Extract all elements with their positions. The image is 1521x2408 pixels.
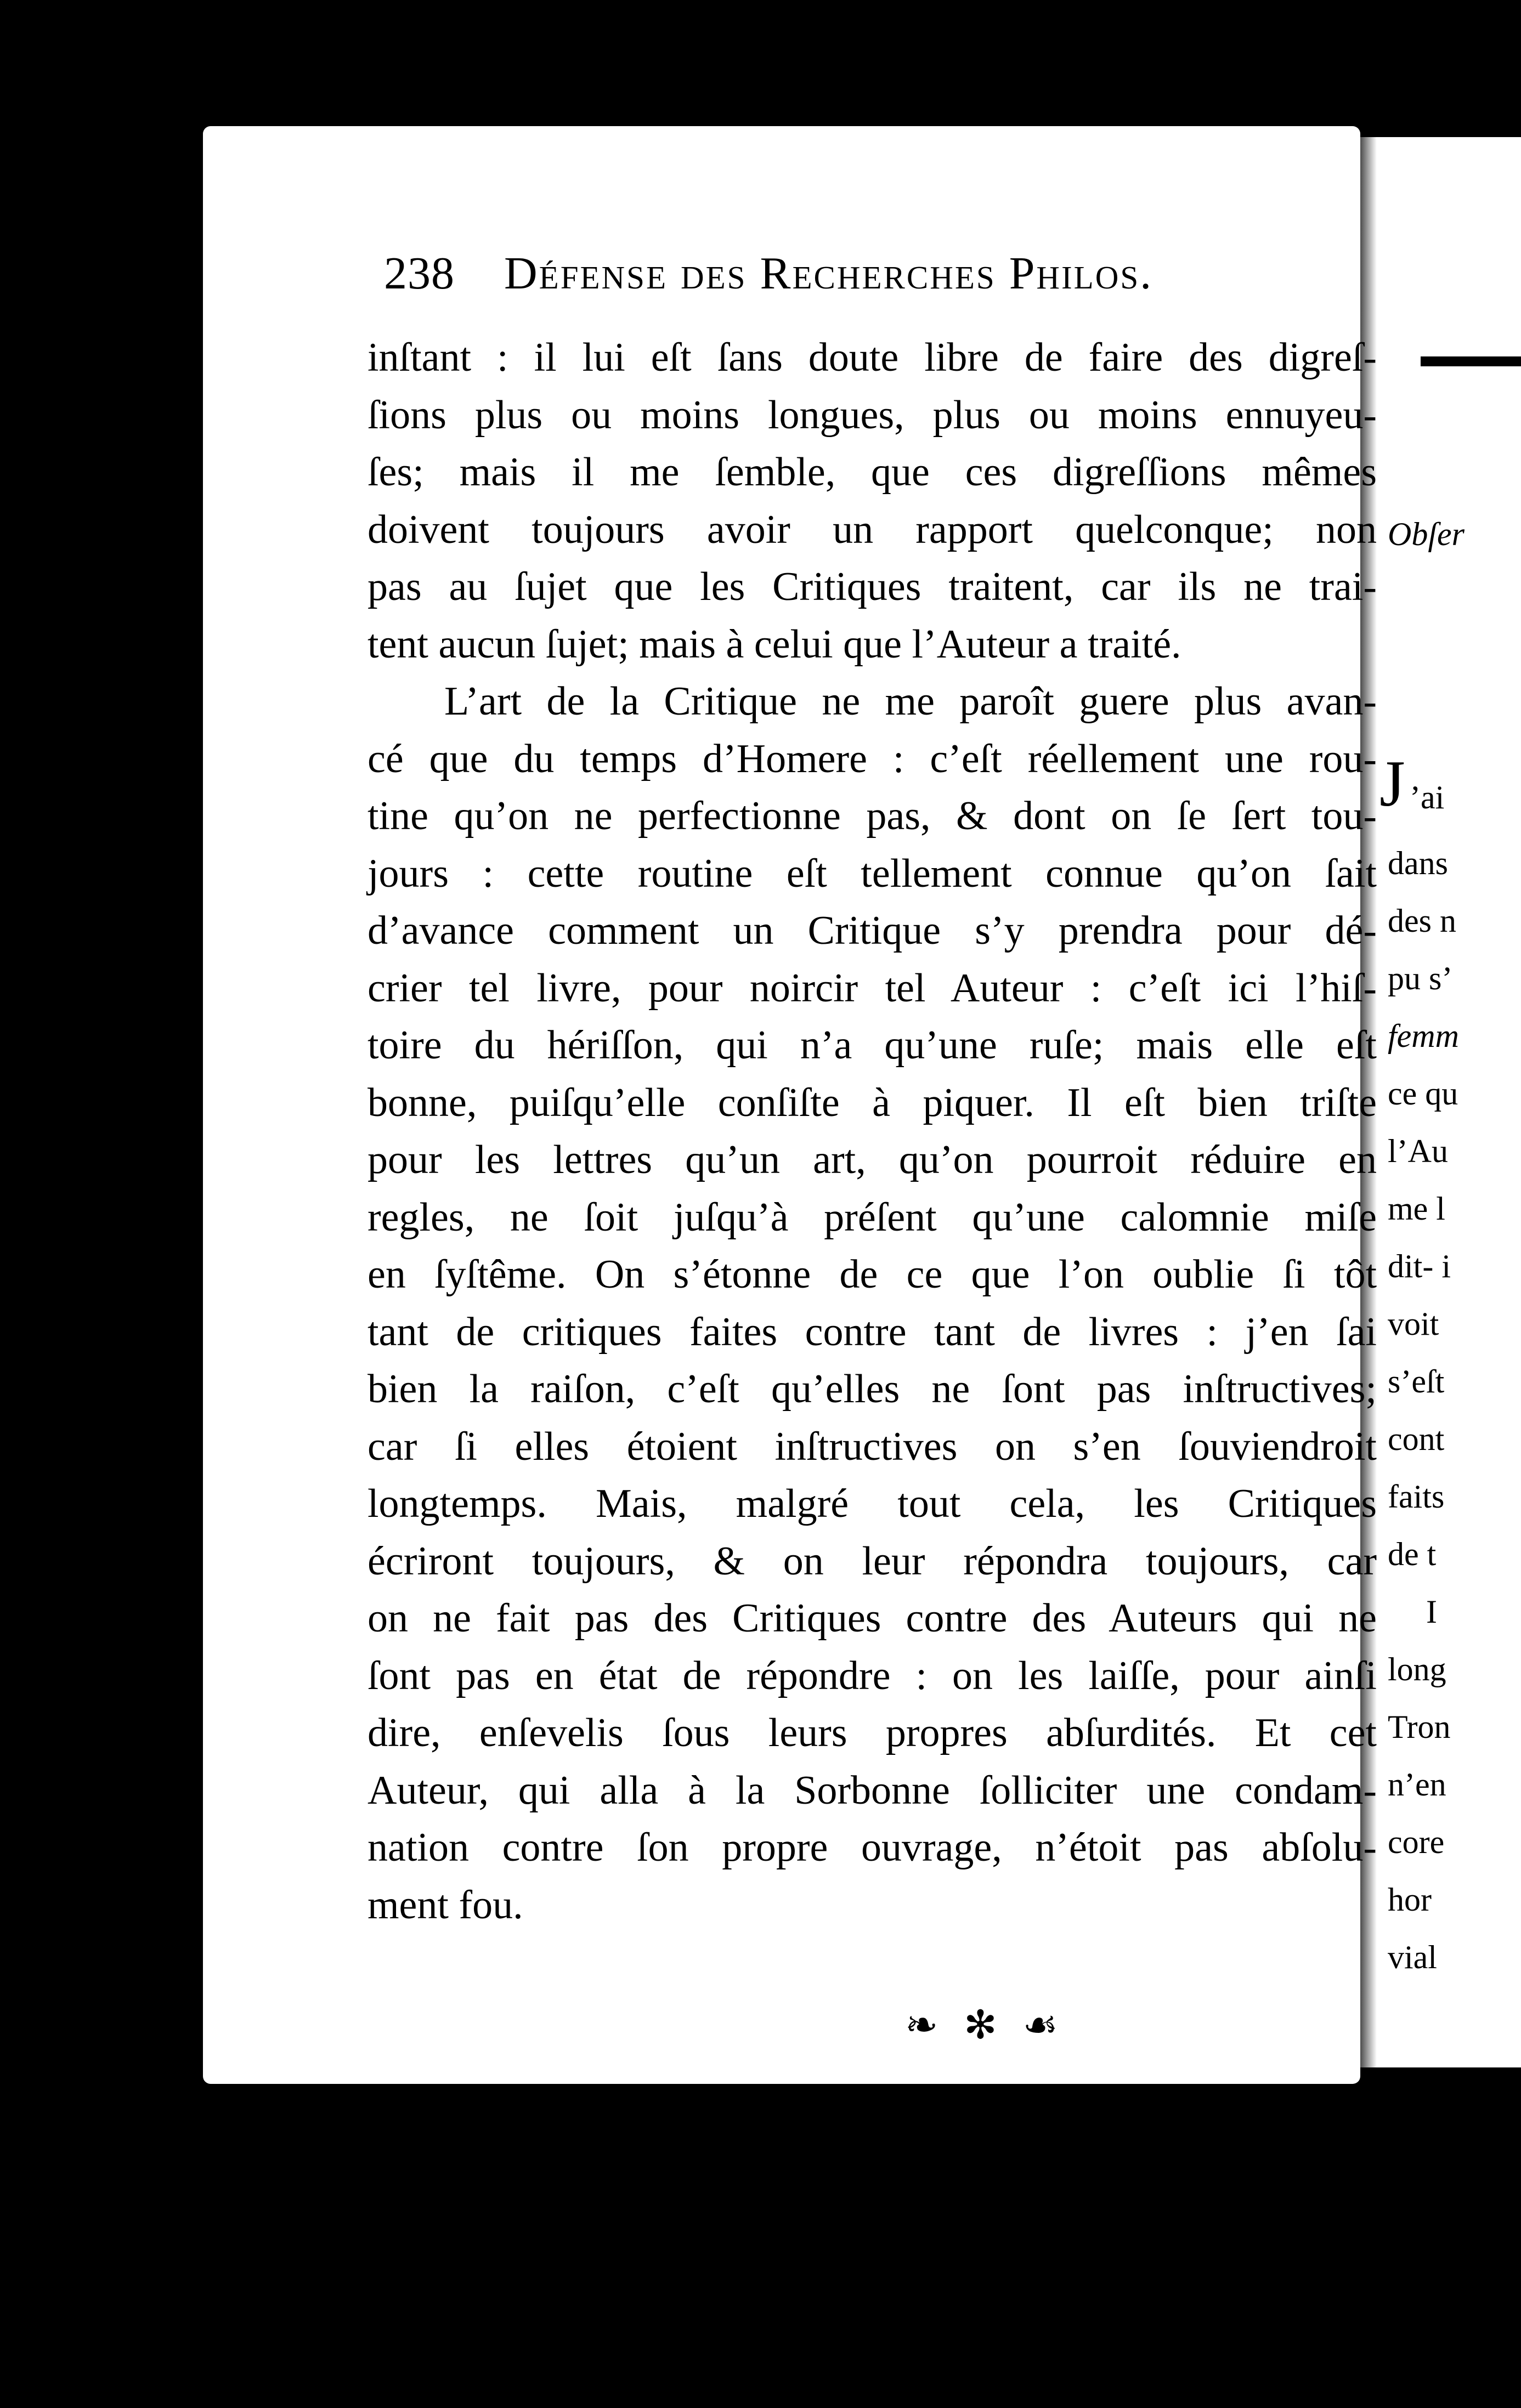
text-line: doivent toujours avoir un rapport quelconque; non bbox=[367, 507, 1377, 552]
facing-page-text: dans bbox=[1388, 845, 1448, 881]
tailpiece-ornament: ❧ ✻ ☙ bbox=[905, 2002, 1065, 2048]
facing-page-text: des n bbox=[1388, 903, 1456, 939]
text-line: en ſyſtême. On s’étonne de ce que l’on oublie ſi tôt bbox=[367, 1252, 1377, 1297]
facing-page-text: faits bbox=[1388, 1478, 1445, 1515]
facing-page-text: long bbox=[1388, 1651, 1446, 1687]
text-line: car ſi elles étoient inſtructives on s’en ſouviendroit bbox=[367, 1424, 1377, 1469]
text-line: regles, ne ſoit juſqu’à préſent qu’une calomnie miſe bbox=[367, 1194, 1377, 1240]
text-line: ſes; mais il me ſemble, que ces digreſſions mêmes bbox=[367, 450, 1377, 495]
facing-page-text: voit bbox=[1388, 1306, 1439, 1342]
facing-page-text: ce qu bbox=[1388, 1075, 1458, 1112]
facing-page-text: pu s’ bbox=[1388, 960, 1453, 996]
body-text bbox=[367, 329, 1377, 1934]
facing-page-text: ’ai bbox=[1410, 779, 1445, 815]
facing-page-text: l’Au bbox=[1388, 1133, 1448, 1169]
facing-page-text: de t bbox=[1388, 1536, 1437, 1572]
text-line: pour les lettres qu’un art, qu’on pourroit réduire en bbox=[367, 1137, 1377, 1182]
text-line: tent aucun ſujet; mais à celui que l’Auteur a traité. bbox=[367, 621, 1181, 667]
text-line: longtemps. Mais, malgré tout cela, les Critiques bbox=[367, 1481, 1377, 1526]
text-line: tant de critiques faites contre tant de livres : j’en ſai bbox=[367, 1309, 1377, 1355]
text-line: on ne fait pas des Critiques contre des Auteurs qui ne bbox=[367, 1596, 1377, 1641]
text-line: bien la raiſon, c’eſt qu’elles ne ſont pas inſtructives; bbox=[367, 1367, 1377, 1412]
text-line: pas au ſujet que les Critiques traitent, car ils ne trai- bbox=[367, 564, 1377, 609]
facing-page-text: Obſer bbox=[1388, 516, 1465, 552]
paragraph bbox=[367, 673, 1377, 1934]
text-line: ment fou. bbox=[367, 1882, 523, 1928]
facing-page-text: me l bbox=[1388, 1191, 1445, 1227]
text-line: tine qu’on ne perfectionne pas, & dont on ſe ſert tou- bbox=[367, 794, 1377, 838]
running-head bbox=[384, 247, 1382, 300]
text-line: crier tel livre, pour noircir tel Auteur : c’eſt ici l’hiſ- bbox=[367, 965, 1377, 1011]
facing-page-fragment bbox=[1355, 137, 1521, 2067]
text-line: jours : cette routine eſt tellement connue qu’on ſait bbox=[367, 851, 1377, 896]
text-line: ſions plus ou moins longues, plus ou moins ennuyeu- bbox=[367, 392, 1377, 438]
text-line: ſont pas en état de répondre : on les laiſſe, pour ainſi bbox=[367, 1653, 1377, 1698]
text-line: toire du hériſſon, qui n’a qu’une ruſe; mais elle eſt bbox=[367, 1023, 1377, 1068]
book-page bbox=[203, 126, 1377, 2084]
page-number: 238 bbox=[384, 248, 455, 299]
paragraph bbox=[367, 329, 1377, 673]
facing-page-text: s’eſt bbox=[1388, 1363, 1445, 1400]
facing-page-text: I bbox=[1426, 1594, 1437, 1630]
facing-page-text: femm bbox=[1388, 1018, 1459, 1054]
facing-page-text: dit- i bbox=[1388, 1248, 1451, 1284]
facing-page-text: Tron bbox=[1388, 1709, 1451, 1745]
text-line: dire, enſevelis ſous leurs propres abſurdités. Et cet bbox=[367, 1710, 1377, 1755]
text-line: inſtant : il lui eſt ſans doute libre de faire des digreſ- bbox=[367, 335, 1377, 380]
facing-page-text: n’en bbox=[1388, 1766, 1446, 1803]
facing-page-text: hor bbox=[1388, 1882, 1432, 1918]
facing-page-text: cont bbox=[1388, 1421, 1445, 1457]
facing-page-rule bbox=[1421, 356, 1521, 366]
text-line: nation contre ſon propre ouvrage, n’étoit pas abſolu- bbox=[367, 1825, 1377, 1870]
text-line: cé que du temps d’Homere : c’eſt réellement une rou- bbox=[367, 736, 1377, 781]
text-line: écriront toujours, & on leur répondra toujours, car bbox=[367, 1538, 1377, 1584]
facing-page-initial: J bbox=[1379, 747, 1405, 820]
text-line: L’art de la Critique ne me paroît guere plus avan- bbox=[444, 679, 1377, 724]
facing-page-text: vial bbox=[1388, 1939, 1437, 1975]
text-line: Auteur, qui alla à la Sorbonne ſolliciter une condam- bbox=[367, 1767, 1377, 1813]
text-line: bonne, puiſqu’elle conſiſte à piquer. Il eſt bien triſte bbox=[367, 1080, 1377, 1125]
facing-page-text: core bbox=[1388, 1824, 1445, 1860]
running-title: Défense des Recherches Philos. bbox=[504, 248, 1154, 299]
text-line: d’avance comment un Critique s’y prendra pour dé- bbox=[367, 908, 1377, 953]
